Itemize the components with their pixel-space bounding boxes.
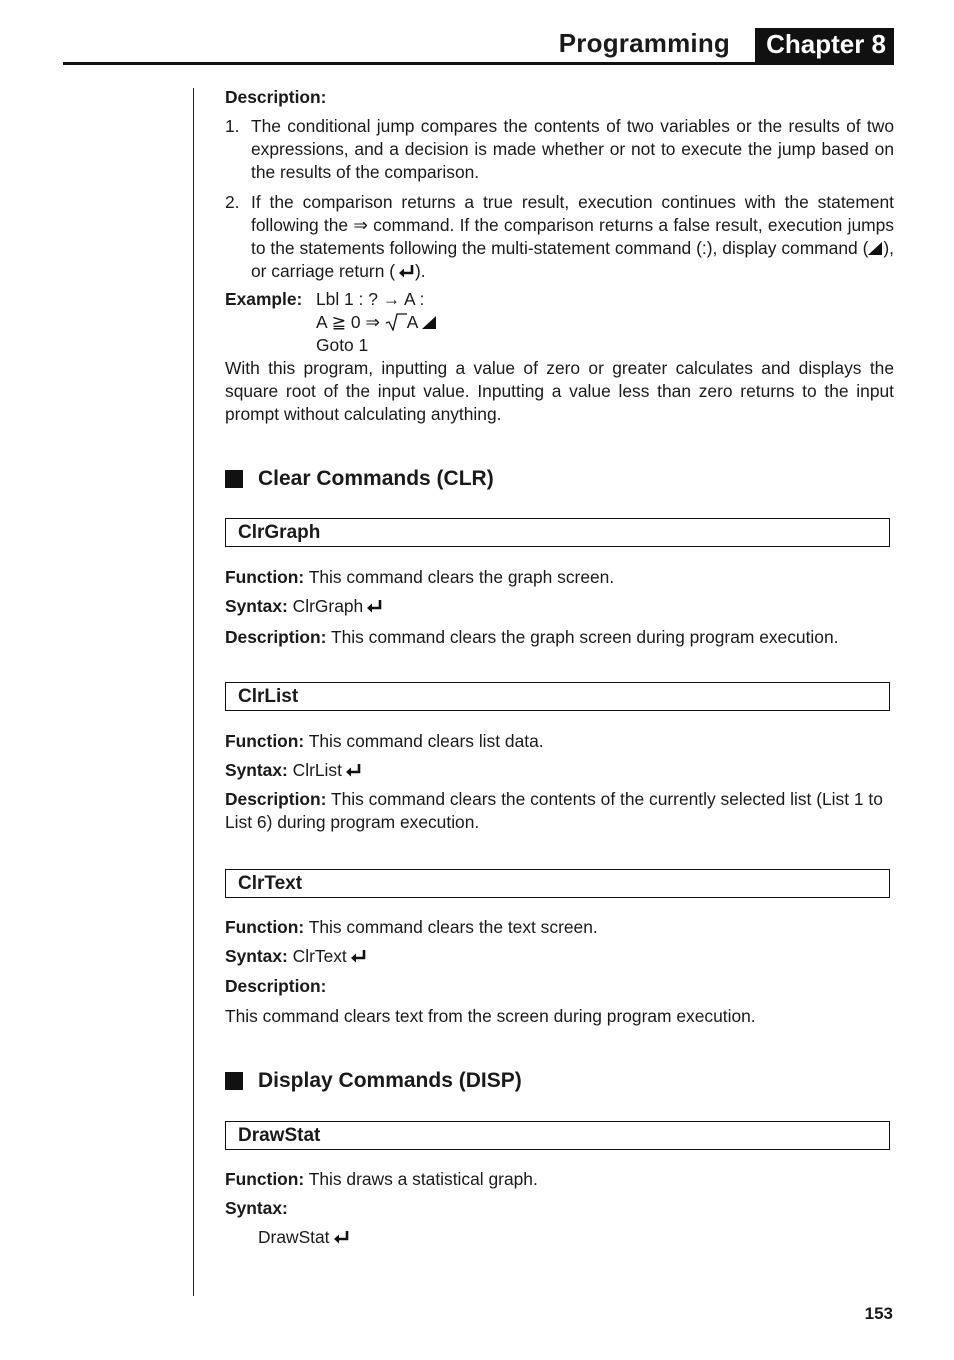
command-heading-clrtext: ClrText — [225, 869, 890, 898]
section-bullet-icon — [225, 470, 243, 488]
chapter-badge: Chapter 8 — [755, 28, 894, 62]
header-title: Programming — [558, 28, 730, 58]
section-title: Clear Commands (CLR) — [258, 467, 494, 490]
clrgraph-description: Description: This command clears the graph screen during program execution. — [225, 627, 839, 647]
command-heading-drawstat: DrawStat — [225, 1121, 890, 1150]
margin-rule — [193, 88, 194, 1296]
example-label: Example: — [225, 289, 303, 309]
item-text: If the comparison returns a true result, execution continues with the statement following the ⇒ command. If the comparison returns a false result, execution jumps to the statements following the multi-statement command (:), display command ( ), or carriage return ( ). — [251, 192, 894, 281]
clrlist-function: Function: This command clears list data. — [225, 731, 544, 751]
drawstat-function: Function: This draws a statistical graph. — [225, 1169, 538, 1189]
square-root-icon — [385, 313, 407, 331]
page-number: 153 — [864, 1304, 893, 1323]
drawstat-syntax: DrawStat — [258, 1226, 927, 1249]
carriage-return-icon — [366, 599, 383, 613]
clrtext-function: Function: This command clears the text screen. — [225, 917, 598, 937]
clrgraph-syntax: Syntax: ClrGraph — [225, 595, 894, 618]
page-header — [63, 26, 894, 65]
carriage-return-icon — [398, 264, 415, 278]
clrgraph-function: Function: This command clears the graph screen. — [225, 567, 615, 587]
example-line-1: Lbl 1 : ? → A : — [316, 289, 425, 309]
item-text: The conditional jump compares the contents of two variables or the results of two expressions, and a decision is made whether or not to execute the jump based on the results of the comparison. — [251, 116, 894, 182]
carriage-return-icon — [345, 763, 362, 777]
carriage-return-icon — [350, 949, 367, 963]
example-line-2: A ≧ 0 ⇒ A — [316, 311, 437, 334]
display-triangle-icon — [422, 316, 437, 329]
carriage-return-icon — [333, 1230, 350, 1244]
section-bullet-icon — [225, 1072, 243, 1090]
clrtext-syntax: Syntax: ClrText — [225, 945, 894, 968]
clrlist-syntax: Syntax: ClrList — [225, 759, 894, 782]
command-heading-clrgraph: ClrGraph — [225, 518, 890, 547]
command-heading-clrlist: ClrList — [225, 682, 890, 711]
drawstat-syntax-label: Syntax: — [225, 1198, 288, 1218]
section-title: Display Commands (DISP) — [258, 1069, 522, 1092]
example-explanation: With this program, inputting a value of zero or greater calculates and displays the square root of the input value. Inputting a value less than zero returns to the input prompt without calculating anything. — [225, 358, 894, 424]
clrtext-description-label: Description: — [225, 976, 327, 996]
example-line-3: Goto 1 — [316, 335, 369, 355]
section-display-commands — [225, 1069, 522, 1092]
display-triangle-icon — [868, 242, 883, 255]
description-label: Description: — [225, 87, 327, 107]
description-item-2 — [225, 191, 894, 283]
item-number: 2. — [225, 192, 240, 212]
description-item-1 — [225, 115, 894, 184]
clrlist-description: Description: This command clears the contents of the currently selected list (List 1 to List 6) during program execution. — [225, 789, 883, 832]
item-number: 1. — [225, 116, 240, 136]
section-clear-commands — [225, 467, 494, 490]
clrtext-description: This command clears text from the screen during program execution. — [225, 1006, 756, 1026]
